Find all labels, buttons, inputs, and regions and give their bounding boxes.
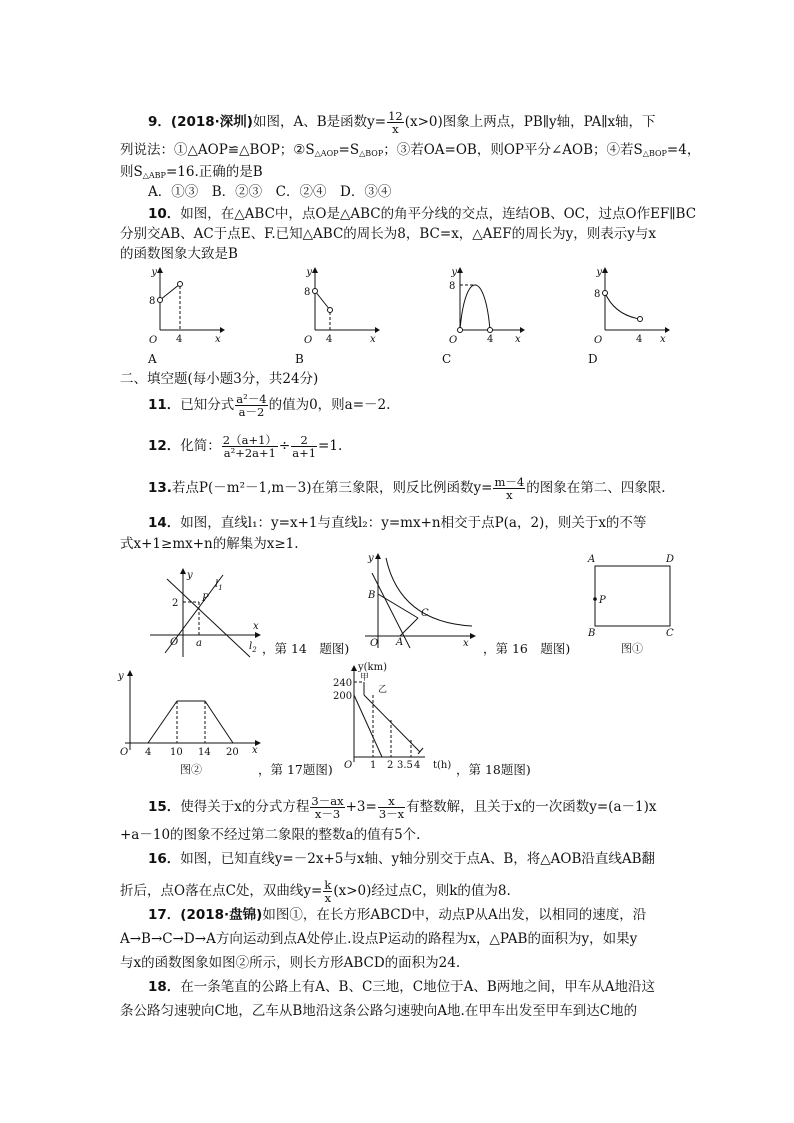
svg-text:y: y bbox=[306, 267, 312, 278]
svg-text:4: 4 bbox=[636, 334, 643, 345]
q9-source: (2018·深圳) bbox=[170, 114, 253, 130]
q17-line3: 与x的函数图象如图②所示，则长方形ABCD的面积为24. bbox=[120, 955, 461, 971]
q12-line: 12．化简： $\frac{2(a+1)}{\text{a²+2a+1}}$ ÷ $\frac{2}{a+1}$ =1. bbox=[148, 433, 343, 460]
svg-text:200: 200 bbox=[333, 691, 353, 702]
figure-14-caption: ，第 14 题图) bbox=[262, 641, 350, 656]
svg-text:O: O bbox=[304, 335, 313, 346]
svg-text:4: 4 bbox=[326, 334, 333, 345]
svg-text:8: 8 bbox=[594, 289, 601, 300]
svg-text:P: P bbox=[202, 593, 209, 604]
figure-17-rectangle bbox=[583, 548, 683, 638]
q9-text-a: 如图，A、B是函数y= bbox=[252, 114, 387, 130]
q17-line1: 17．(2018·盘锦)如图①，在长方形ABCD中，动点P从A出发，以相同的速度，沿 bbox=[148, 907, 647, 923]
svg-text:10: 10 bbox=[170, 747, 183, 758]
figure-16 bbox=[360, 548, 480, 653]
svg-text:O: O bbox=[170, 637, 179, 648]
q17-line2: A→B→C→D→A方向运动到点A处停止.设点P运动的路程为x，△PAB的面积为y，如果y bbox=[120, 931, 638, 947]
q16-number: 16． bbox=[148, 851, 181, 867]
svg-text:x: x bbox=[463, 638, 469, 649]
q14-line1: 14．如图，直线l₁：y=x+1与直线l₂：y=mx+n相交于点P(a，2)，则关于x的不等 bbox=[148, 515, 647, 531]
svg-text:C: C bbox=[666, 628, 674, 639]
svg-text:20: 20 bbox=[226, 747, 239, 758]
svg-text:8: 8 bbox=[304, 287, 311, 298]
section-2-title: 二、填空题(每小题3分，共24分) bbox=[120, 371, 319, 387]
q9-number: 9． bbox=[148, 114, 171, 130]
svg-text:y: y bbox=[368, 553, 374, 564]
figure-1-caption: 图① bbox=[621, 642, 643, 655]
svg-text:240: 240 bbox=[333, 678, 353, 689]
q17-number: 17． bbox=[148, 907, 181, 923]
svg-text:P: P bbox=[599, 595, 606, 606]
q9-line1 bbox=[148, 110, 656, 135]
q11-fraction: $\frac{\text{a²－4}}{a-2}$ bbox=[236, 392, 267, 419]
q11-line: 11．已知分式 $\frac{\text{a²－4}}{a-2}$ 的值为0，则a=－2. bbox=[148, 392, 391, 419]
svg-text:乙: 乙 bbox=[378, 685, 388, 695]
svg-text:y: y bbox=[118, 671, 124, 682]
q10-option-b: B bbox=[295, 352, 304, 366]
svg-text:2: 2 bbox=[172, 598, 179, 609]
q9-text-b: (x>0)图象上两点，PB∥y轴，PA∥x轴，下 bbox=[404, 114, 656, 130]
q10-graph-d bbox=[590, 265, 670, 346]
axis-y-label: y bbox=[151, 267, 157, 278]
svg-text:y: y bbox=[596, 267, 602, 278]
q9-line3: 则$S_{\triangle ABP}=16$.正确的是B bbox=[120, 164, 263, 180]
svg-text:D: D bbox=[666, 554, 675, 565]
svg-text:4: 4 bbox=[487, 334, 494, 345]
tick-4: 4 bbox=[176, 334, 183, 345]
q11-number: 11． bbox=[148, 397, 181, 413]
q10-graph-b bbox=[300, 265, 380, 346]
q16-line1: 16．如图，已知直线y=－2x+5与x轴、y轴分别交于点A、B，将△AOB沿直线AB翻 bbox=[148, 851, 656, 867]
q14-number: 14． bbox=[148, 515, 181, 531]
q12-number: 12． bbox=[148, 438, 181, 454]
svg-text:4: 4 bbox=[414, 760, 421, 771]
svg-text:y: y bbox=[451, 267, 457, 278]
figure-16-caption: ，第 16 题图) bbox=[483, 641, 571, 656]
svg-text:x: x bbox=[515, 334, 521, 345]
svg-text:A: A bbox=[588, 554, 596, 565]
q17-source: (2018·盘锦) bbox=[180, 907, 263, 923]
q10-option-c: C bbox=[442, 352, 452, 366]
svg-text:A: A bbox=[396, 637, 404, 648]
q10-line1: 10．如图，在△ABC中，点O是△ABC的角平分线的交点，连结OB、OC，过点O作EF∥BC bbox=[148, 206, 697, 222]
svg-text:x: x bbox=[252, 745, 258, 756]
svg-text:x: x bbox=[370, 334, 376, 345]
tick-8: 8 bbox=[149, 296, 156, 307]
figure-14 bbox=[145, 565, 265, 660]
q10-option-a: A bbox=[148, 352, 157, 366]
svg-text:x: x bbox=[253, 621, 259, 632]
svg-text:甲: 甲 bbox=[360, 673, 370, 683]
q10-graph-c bbox=[445, 265, 525, 346]
q9-line2: 列说法：①△AOP≌△BOP；$②S_{\triangle AOP}=S_{\triangle BOP}$；③若OA=OB，则OP平分∠AOB；④若$S_{\triangle BOP}=4$， bbox=[120, 142, 701, 158]
q10-number: 10． bbox=[148, 206, 181, 222]
svg-text:a: a bbox=[196, 638, 202, 649]
origin-label: O bbox=[149, 335, 158, 346]
svg-text:O: O bbox=[344, 760, 353, 771]
q10-line2: 分别交AB、AC于点E、F.已知△ABC的周长为8，BC=x，△AEF的周长为y，则表示y与x bbox=[120, 226, 657, 242]
svg-text:O: O bbox=[370, 638, 379, 649]
figure-17-caption: ，第 17题图) bbox=[258, 762, 333, 777]
svg-text:14: 14 bbox=[198, 747, 211, 758]
q10-graph-a bbox=[145, 265, 225, 346]
q14-line2: 式x+1≥mx+n的解集为x≥1. bbox=[120, 536, 299, 552]
figure-17-graph bbox=[115, 665, 265, 760]
q13-line: 13.若点P(－m²－1,m－3)在第三象限，则反比例函数y= $\frac{m-4}{x}$ 的图象在第二、四象限. bbox=[148, 475, 666, 502]
svg-text:O: O bbox=[594, 335, 603, 346]
svg-text:3.5: 3.5 bbox=[397, 760, 413, 771]
q15-number: 15． bbox=[148, 799, 181, 815]
q13-number: 13. bbox=[148, 480, 172, 496]
svg-text:x: x bbox=[660, 334, 666, 345]
q15-line1: 15．使得关于x的分式方程 $\frac{3-ax}{x-3}$ +3= $\frac{x}{3-x}$ 有整数解，且关于x的一次函数y=(a－1)x bbox=[148, 794, 657, 821]
svg-text:y(km): y(km) bbox=[358, 662, 387, 673]
q16-line2: 折后，点O落在点C处，双曲线y= $\frac{k}{x}$ (x>0)经过点C，则k的值为8. bbox=[120, 878, 511, 905]
svg-text:t(h): t(h) bbox=[433, 760, 452, 771]
q9-options: A．①③ B．②③ C．②④ D．③④ bbox=[148, 184, 392, 200]
svg-text:B: B bbox=[588, 628, 596, 639]
svg-text:l2: $l_2$ bbox=[249, 641, 257, 654]
svg-text:l1: $l_1$ bbox=[215, 579, 223, 592]
q10-option-d: D bbox=[588, 352, 598, 366]
svg-text:O: O bbox=[120, 747, 129, 758]
q18-number: 18． bbox=[148, 979, 181, 995]
svg-text:2: 2 bbox=[387, 760, 394, 771]
q10-line3: 的函数图象大致是B bbox=[120, 246, 238, 262]
q9-fraction: $\frac{12}{x}$ bbox=[388, 109, 403, 136]
svg-text:y: y bbox=[187, 570, 193, 581]
svg-text:C: C bbox=[421, 608, 429, 619]
axis-x-label: x bbox=[215, 334, 221, 345]
figure-18-caption: ，第 18题图) bbox=[456, 762, 531, 777]
svg-text:8: 8 bbox=[449, 281, 456, 292]
q18-line1: 18．在一条笔直的公路上有A、B、C三地，C地位于A、B两地之间，甲车从A地沿这 bbox=[148, 979, 656, 995]
q18-line2: 条公路匀速驶向C地，乙车从B地沿这条公路匀速驶向A地.在甲车出发至甲车到达C地的 bbox=[120, 1003, 638, 1019]
figure-18 bbox=[330, 660, 480, 770]
svg-text:O: O bbox=[449, 335, 458, 346]
svg-text:1: 1 bbox=[370, 760, 377, 771]
figure-2-caption: 图② bbox=[180, 763, 202, 776]
q15-line2: +a－10的图象不经过第二象限的整数a的值有5个. bbox=[120, 827, 421, 843]
svg-text:B: B bbox=[368, 590, 376, 601]
svg-text:4: 4 bbox=[145, 747, 152, 758]
